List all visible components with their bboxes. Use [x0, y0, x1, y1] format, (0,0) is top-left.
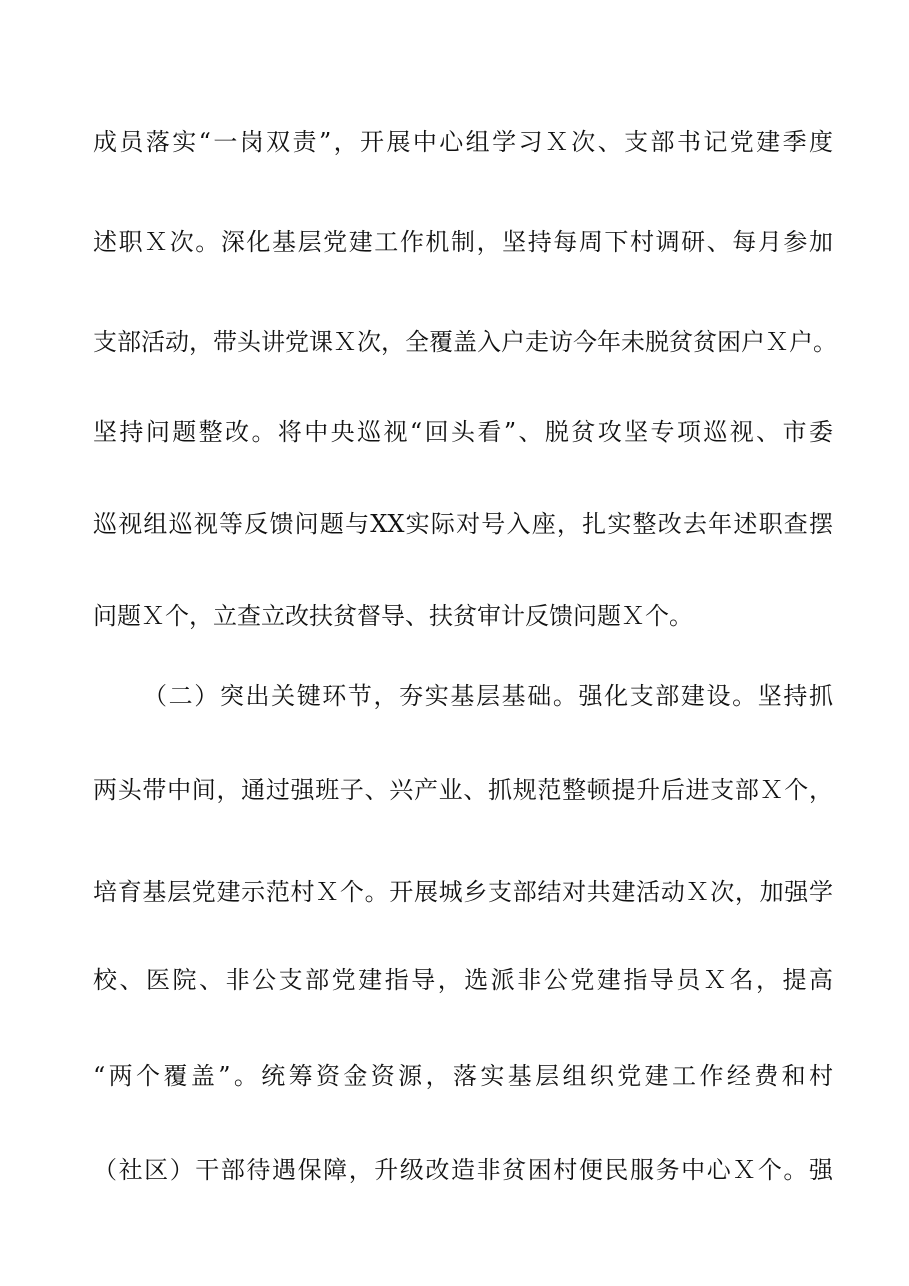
paragraph-line-4: 坚持问题整改。将中央巡视“回头看”、脱贫攻坚专项巡视、市委: [93, 418, 833, 446]
paragraph-line-10: 校、医院、非公支部党建指导，选派非公党建指导员Ｘ名，提高: [93, 966, 833, 994]
paragraph-line-6: 问题Ｘ个，立查立改扶贫督导、扶贫审计反馈问题Ｘ个。: [93, 602, 693, 630]
paragraph-line-11: “两个覆盖”。统筹资金资源，落实基层组织党建工作经费和村: [93, 1062, 833, 1090]
paragraph-line-1: 成员落实“一岗双责”，开展中心组学习Ｘ次、支部书记党建季度: [93, 128, 833, 156]
paragraph-line-3: 支部活动，带头讲党课Ｘ次，全覆盖入户走访今年未脱贫贫困户Ｘ户。: [93, 328, 837, 356]
paragraph-line-12: （社区）干部待遇保障，升级改造非贫困村便民服务中心Ｘ个。强: [93, 1156, 833, 1184]
paragraph-line-2: 述职Ｘ次。深化基层党建工作机制，坚持每周下村调研、每月参加: [93, 228, 833, 256]
paragraph-line-5: 巡视组巡视等反馈问题与XX实际对号入座，扎实整改去年述职查摆: [93, 510, 833, 538]
paragraph-line-8: 两头带中间，通过强班子、兴产业、抓规范整顿提升后进支部Ｘ个，: [93, 776, 833, 804]
section-heading-line: （二）突出关键环节，夯实基层基础。强化支部建设。坚持抓: [143, 682, 833, 710]
paragraph-line-9: 培育基层党建示范村Ｘ个。开展城乡支部结对共建活动Ｘ次，加强学: [93, 878, 833, 906]
